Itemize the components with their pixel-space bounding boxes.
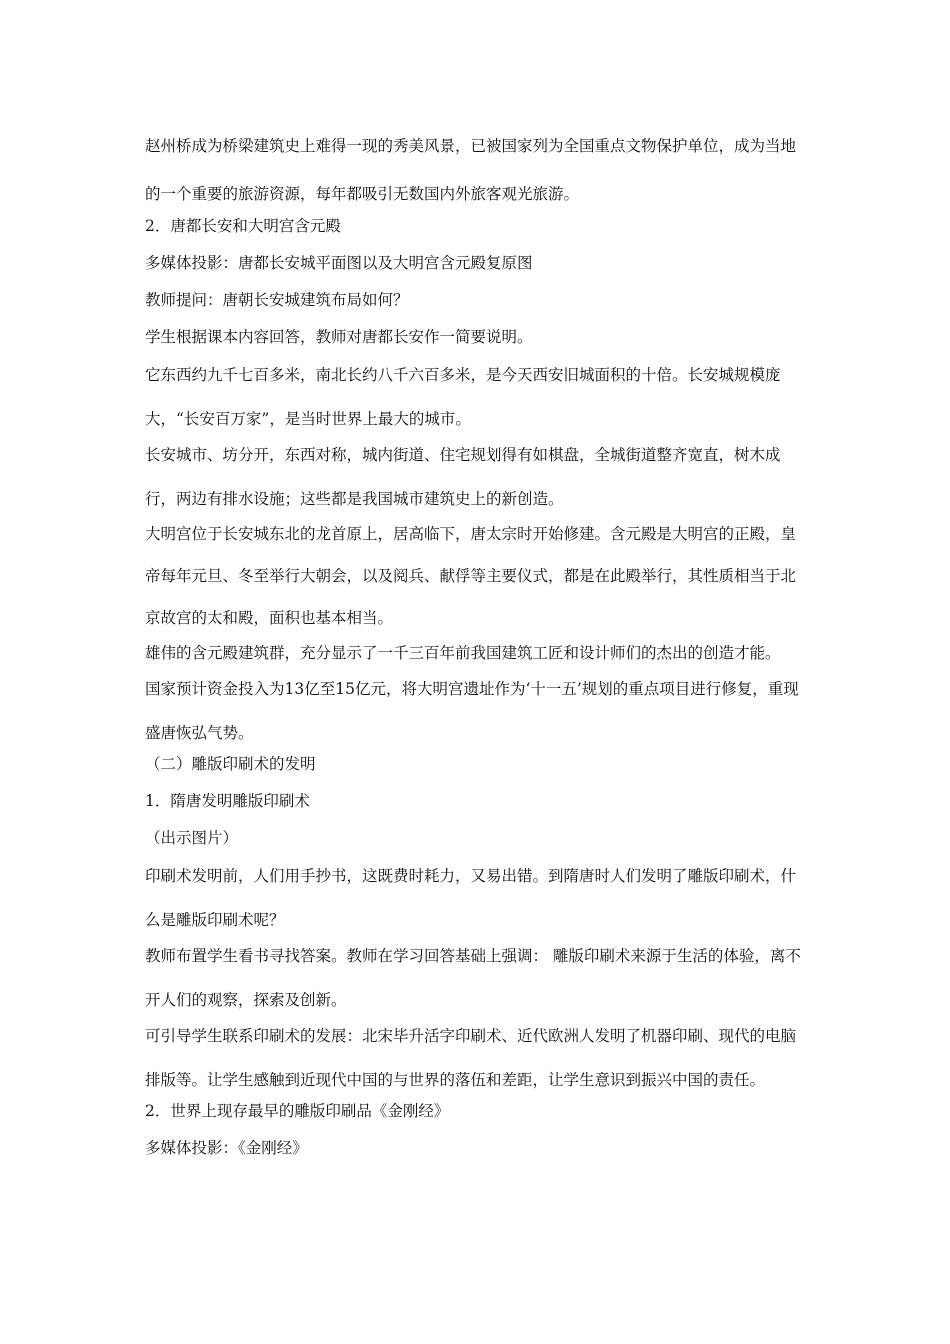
paragraph-text: 长安城市、坊分开，东西对称，城内街道、住宅规划得有如棋盘，全城街道整齐宽直，树木成行，两边有排水设施；这些都是我国城市建筑史上的新创造。 [145,446,781,508]
paragraph [145,287,810,314]
paragraph [145,1014,810,1102]
paragraph-text: 雄伟的含元殿建筑群，充分显示了一千三百年前我国建筑工匠和设计师们的杰出的创造才能。 [145,644,781,662]
document-body [145,122,810,1172]
paragraph-text: 赵州桥成为桥梁建筑史上难得一现的秀美风景，已被国家列为全国重点文物保护单位，成为当地的一个重要的旅游资源，每年都吸引无数国内外旅客观光旅游。 [145,137,797,203]
paragraph-text: （出示图片） [145,829,239,847]
paragraph [145,825,810,852]
paragraph-text: 国家预计资金投入为13亿至15亿元，将大明宫遗址作为‘十一五’规划的重点项目进行修复，重现盛唐恢弘气势。 [145,680,799,742]
paragraph [145,433,810,521]
section-heading [145,788,810,815]
section-heading-text: 2．世界上现存最早的雕版印刷品《金刚经》 [145,1102,450,1120]
paragraph [145,854,810,942]
paragraph [145,513,810,639]
paragraph-text: 大明宫位于长安城东北的龙首原上，居高临下，唐太宗时开始修建。含元殿是大明宫的正殿，皇帝每年元旦、冬至举行大朝会，以及阅兵、献俘等主要仪式，都是在此殿举行，其性质相当于北京故宫的太和殿，面积也基本相当。 [145,525,797,627]
paragraph-text: 印刷术发明前，人们用手抄书，这既费时耗力，又易出错。到隋唐时人们发明了雕版印刷术，什么是雕版印刷术呢？ [145,867,797,929]
section-heading-text: 1．隋唐发明雕版印刷术 [145,792,310,810]
section-heading [145,751,810,778]
section-heading-text: 2．唐都长安和大明宫含元殿 [145,217,341,235]
paragraph [145,353,810,441]
section-heading-text: （二）雕版印刷术的发明 [145,755,316,773]
paragraph [145,122,810,218]
paragraph [145,1135,810,1162]
section-heading [145,1098,810,1125]
paragraph [145,250,810,277]
paragraph-text: 教师提问：唐朝长安城建筑布局如何？ [145,291,409,309]
paragraph-text: 它东西约九千七百多米，南北长约八千六百多米，是今天西安旧城面积的十倍。长安城规模庞大，“长安百万家”，是当时世界上最大的城市。 [145,366,781,428]
paragraph-text: 可引导学生联系印刷术的发展：北宋毕升活字印刷术、近代欧洲人发明了机器印刷、现代的电脑排版等。让学生感触到近现代中国的与世界的落伍和差距，让学生意识到振兴中国的责任。 [145,1027,797,1089]
paragraph-text: 学生根据课本内容回答，教师对唐都长安作一简要说明。 [145,328,533,346]
paragraph-text: 多媒体投影：《金刚经》 [145,1139,308,1157]
paragraph-text: 多媒体投影：唐都长安城平面图以及大明宫含元殿复原图 [145,254,533,272]
paragraph-text: 教师布置学生看书寻找答案。教师在学习回答基础上强调： 雕版印刷术来源于生活的体验，离不开人们的观察，探索及创新。 [145,947,801,1009]
paragraph [145,667,810,755]
paragraph [145,324,810,351]
paragraph [145,934,810,1022]
